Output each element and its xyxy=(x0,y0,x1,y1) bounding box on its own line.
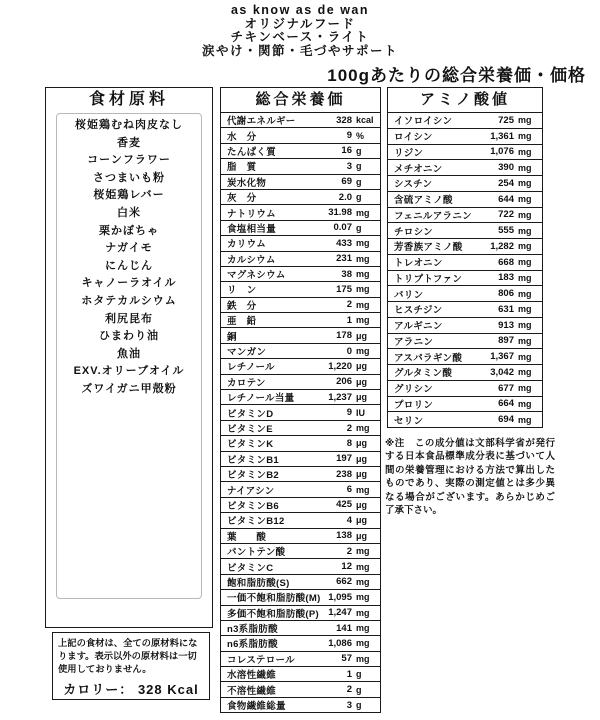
nutrition-row xyxy=(221,652,380,667)
nutrient-label: ビタミンB2 xyxy=(227,470,279,482)
nutrient-value: 1,220 xyxy=(328,360,352,372)
nutrition-row xyxy=(221,636,380,651)
nutrition-row xyxy=(221,467,380,482)
ingredient-item: ズワイガニ甲殻粉 xyxy=(81,382,177,395)
nutrition-row xyxy=(221,328,380,343)
amino-row xyxy=(388,160,542,176)
nutrient-label: 不溶性繊維 xyxy=(227,685,277,697)
nutrient-value: 9 xyxy=(346,130,352,142)
amino-label: ロイシン xyxy=(394,132,433,144)
amino-row xyxy=(388,113,542,129)
ingredient-item: コーンフラワー xyxy=(87,154,171,167)
amino-label: バリン xyxy=(394,289,424,301)
nutrient-label: カリウム xyxy=(227,239,267,251)
page-title: 100gあたりの総合栄養価・価格 xyxy=(327,66,586,85)
amino-label: ヒスチジン xyxy=(394,305,443,317)
nutrient-label: リ ン xyxy=(227,285,257,297)
nutrient-unit: mg xyxy=(356,576,370,587)
nutrient-value: 175 xyxy=(336,283,352,295)
nutrient-label: ビタミンC xyxy=(227,562,274,574)
amino-rows xyxy=(388,113,542,427)
nutrient-value: 328 xyxy=(336,114,352,126)
nutrition-row xyxy=(221,190,380,205)
amino-unit: mg xyxy=(518,115,532,126)
amino-value: 555 xyxy=(498,225,514,237)
amino-label: フェニルアラニン xyxy=(394,210,472,222)
nutrient-label: マグネシウム xyxy=(227,270,286,282)
nutrient-label: 炭水化物 xyxy=(227,177,267,189)
amino-unit: mg xyxy=(518,146,532,157)
amino-label: トレオニン xyxy=(394,258,443,270)
nutrient-value: 4 xyxy=(346,514,352,526)
nutrient-unit: g xyxy=(356,161,362,172)
product-tagline: 涙やけ・関節・毛づやサポート xyxy=(201,43,398,58)
nutrition-row xyxy=(221,559,380,574)
nutrition-row xyxy=(221,513,380,528)
amino-row xyxy=(388,397,542,413)
amino-row xyxy=(388,412,542,427)
nutrition-row xyxy=(221,267,380,282)
nutrition-row xyxy=(221,498,380,513)
amino-row xyxy=(388,208,542,224)
nutrient-value: 16 xyxy=(341,145,352,157)
nutrient-unit: mg xyxy=(356,315,370,326)
nutrient-value: 197 xyxy=(336,453,352,465)
nutrition-table xyxy=(220,87,381,713)
amino-label: トリプトファン xyxy=(394,273,463,285)
nutrient-unit: g xyxy=(356,669,362,680)
nutrition-row xyxy=(221,452,380,467)
nutrient-label: ナイアシン xyxy=(227,485,275,497)
amino-value: 677 xyxy=(498,382,514,394)
nutrient-unit: mg xyxy=(356,638,370,649)
nutrient-unit: g xyxy=(356,176,362,187)
product-line: オリジナルフード xyxy=(244,16,356,31)
nutrient-unit: μg xyxy=(356,392,368,403)
calorie-value: 328 Kcal xyxy=(137,682,199,697)
nutrient-value: 231 xyxy=(336,253,352,265)
nutrient-value: 0.07 xyxy=(333,222,352,234)
amino-label: 含硫アミノ酸 xyxy=(394,195,453,207)
amino-unit: mg xyxy=(518,335,532,346)
amino-label: セリン xyxy=(394,415,424,427)
amino-row xyxy=(388,381,542,397)
ingredient-item: 桜姫鶏レバー xyxy=(93,189,165,202)
amino-row xyxy=(388,286,542,302)
nutrient-label: 亜 鉛 xyxy=(227,316,257,328)
nutrition-row xyxy=(221,606,380,621)
nutrient-label: 水溶性繊維 xyxy=(227,670,277,682)
amino-unit: mg xyxy=(518,383,532,394)
nutrient-value: 2 xyxy=(346,545,352,557)
nutrient-unit: mg xyxy=(356,592,370,603)
nutrient-unit: g xyxy=(356,145,362,156)
nutrient-value: 238 xyxy=(336,468,352,480)
calorie-label: カロリー： xyxy=(63,682,134,697)
amino-unit: mg xyxy=(518,304,532,315)
calorie-line xyxy=(58,679,204,698)
nutrient-value: 57 xyxy=(341,653,352,665)
nutrient-unit: mg xyxy=(356,299,370,310)
amino-row xyxy=(388,365,542,381)
amino-label: アラニン xyxy=(394,336,434,348)
nutrient-value: 1 xyxy=(346,668,352,680)
nutrient-unit: μg xyxy=(356,376,368,387)
ingredients-title: 食材原料 xyxy=(88,91,169,108)
nutrition-row xyxy=(221,221,380,236)
nutrition-row xyxy=(221,205,380,220)
nutrient-value: 2 xyxy=(346,422,352,434)
nutrient-value: 0 xyxy=(346,345,352,357)
amino-value: 722 xyxy=(498,209,514,221)
amino-unit: mg xyxy=(518,367,532,378)
ingredient-item: 桜姫鶏むね肉皮なし xyxy=(75,119,183,131)
brand-name: as know as de wan xyxy=(230,3,370,17)
amino-table-title: アミノ酸値 xyxy=(388,88,542,113)
nutrition-row xyxy=(221,144,380,159)
amino-unit: mg xyxy=(518,257,532,268)
nutrition-row xyxy=(221,590,380,605)
amino-row xyxy=(388,302,542,318)
amino-row xyxy=(388,318,542,334)
nutrient-value: 206 xyxy=(336,376,352,388)
amino-row xyxy=(388,176,542,192)
nutrition-row xyxy=(221,529,380,544)
amino-row xyxy=(388,129,542,145)
nutrient-unit: μg xyxy=(356,515,368,526)
ingredient-item: ナガイモ xyxy=(105,242,153,255)
nutrient-value: 3 xyxy=(346,699,352,711)
nutrient-label: カルシウム xyxy=(227,254,276,266)
amino-row xyxy=(388,192,542,208)
nutrient-value: 178 xyxy=(336,330,352,342)
nutrition-row xyxy=(221,436,380,451)
nutrient-label: ビタミンB6 xyxy=(227,500,279,512)
amino-row xyxy=(388,271,542,287)
amino-row xyxy=(388,255,542,271)
amino-row xyxy=(388,223,542,239)
nutrition-row xyxy=(221,682,380,697)
nutrient-label: ビタミンD xyxy=(227,408,274,420)
ingredient-item: 白米 xyxy=(117,206,141,219)
amino-label: プロリン xyxy=(394,399,434,411)
ingredient-item: 香麦 xyxy=(117,136,141,149)
nutrition-row xyxy=(221,375,380,390)
amino-label: リジン xyxy=(394,147,424,159)
nutrient-value: 3 xyxy=(346,160,352,172)
amino-unit: mg xyxy=(518,320,532,331)
nutrient-label: ビタミンK xyxy=(227,439,274,451)
nutrition-row xyxy=(221,175,380,190)
nutrient-label: パントテン酸 xyxy=(227,547,286,559)
nutrient-label: n6系脂肪酸 xyxy=(227,639,278,651)
amino-unit: mg xyxy=(518,288,532,299)
nutrient-unit: g xyxy=(356,700,362,711)
nutrient-value: 1 xyxy=(346,314,352,326)
nutrient-unit: g xyxy=(356,222,362,233)
nutrition-rows xyxy=(221,113,380,712)
amino-value: 897 xyxy=(498,335,514,347)
nutrient-value: 1,086 xyxy=(328,637,352,649)
amino-unit: mg xyxy=(518,398,532,409)
amino-value: 806 xyxy=(498,288,514,300)
nutrition-row xyxy=(221,621,380,636)
amino-unit: mg xyxy=(518,209,532,220)
amino-value: 725 xyxy=(498,114,514,126)
nutrient-unit: μg xyxy=(356,469,368,480)
nutrient-value: 2 xyxy=(346,299,352,311)
nutrient-label: レチノール xyxy=(227,362,275,374)
ingredient-item: キャノーラオイル xyxy=(81,277,177,290)
nutrient-label: 灰 分 xyxy=(227,193,257,205)
amino-label: グルタミン酸 xyxy=(394,368,453,380)
nutrient-value: 31.98 xyxy=(328,207,352,219)
ingredient-item: 栗かぼちゃ xyxy=(99,224,159,237)
nutrient-value: 662 xyxy=(336,576,352,588)
nutrition-row xyxy=(221,128,380,143)
nutrient-unit: IU xyxy=(356,407,365,418)
amino-value: 3,042 xyxy=(490,366,514,378)
ingredient-item: にんじん xyxy=(105,259,153,272)
nutrient-value: 38 xyxy=(341,268,352,280)
amino-value: 1,076 xyxy=(490,146,514,158)
nutrient-unit: μg xyxy=(356,330,368,341)
amino-row xyxy=(388,349,542,365)
nutrition-row xyxy=(221,698,380,712)
nutrient-label: ナトリウム xyxy=(227,208,276,220)
nutrient-unit: μg xyxy=(356,438,368,449)
nutrition-row xyxy=(221,252,380,267)
nutrition-row xyxy=(221,282,380,297)
nutrient-unit: mg xyxy=(356,607,370,618)
amino-row xyxy=(388,145,542,161)
nutrient-value: 425 xyxy=(336,499,352,511)
nutrient-label: 多価不飽和脂肪酸(P) xyxy=(227,608,319,620)
amino-value: 1,282 xyxy=(490,240,514,252)
amino-label: チロシン xyxy=(394,226,433,238)
nutrient-unit: mg xyxy=(356,284,370,295)
ingredient-item: 利尻昆布 xyxy=(105,312,153,325)
nutrition-row xyxy=(221,359,380,374)
nutrition-table-title: 総合栄養価 xyxy=(221,88,380,113)
amino-value: 631 xyxy=(498,303,514,315)
nutrient-unit: mg xyxy=(356,346,370,357)
nutrient-value: 6 xyxy=(346,484,352,496)
amino-value: 644 xyxy=(498,193,514,205)
nutrient-unit: % xyxy=(356,130,365,141)
nutrient-label: 一価不飽和脂肪酸(M) xyxy=(227,593,321,605)
amino-value: 913 xyxy=(498,319,514,331)
nutrient-label: たんぱく質 xyxy=(227,146,277,158)
amino-label: イソロイシン xyxy=(394,116,453,128)
nutrient-label: レチノール当量 xyxy=(227,393,295,405)
nutrition-row xyxy=(221,159,380,174)
nutrient-label: n3系脂肪酸 xyxy=(227,624,278,636)
nutrient-value: 141 xyxy=(336,622,352,634)
amino-value: 694 xyxy=(498,414,514,426)
nutrient-label: 脂 質 xyxy=(227,162,257,174)
nutrient-label: 葉 酸 xyxy=(227,531,267,543)
amino-label: アスパラギン酸 xyxy=(394,352,463,364)
amino-unit: mg xyxy=(518,162,532,173)
amino-unit: mg xyxy=(518,351,532,362)
amino-value: 183 xyxy=(498,272,514,284)
nutrition-row xyxy=(221,544,380,559)
amino-label: メチオニン xyxy=(394,163,443,175)
amino-unit: mg xyxy=(518,414,532,425)
amino-footnote: ※注 この成分値は文部科学省が発行する日本食品標準成分表に基づいて人間の栄養管理における方法で算出したものであり、実際の測定値とは多少異なる場合がございます。あらかじめご了承下さい。 xyxy=(385,438,555,517)
nutrient-label: ビタミンB1 xyxy=(227,454,279,466)
nutrient-unit: mg xyxy=(356,561,370,572)
nutrient-label: 飽和脂肪酸(S) xyxy=(227,577,290,589)
nutrient-value: 2.0 xyxy=(338,191,352,203)
nutrient-unit: mg xyxy=(356,253,370,264)
amino-value: 1,361 xyxy=(490,130,514,142)
ingredient-list xyxy=(56,113,202,599)
nutrient-unit: μg xyxy=(356,453,368,464)
amino-value: 390 xyxy=(498,162,514,174)
nutrient-value: 1,247 xyxy=(328,607,352,619)
ingredient-item: 魚油 xyxy=(117,347,141,360)
nutrition-row xyxy=(221,482,380,497)
ingredients-note-box xyxy=(52,632,210,700)
nutrition-row xyxy=(221,236,380,251)
ingredients-footnote: 上記の食材は、全ての原材料になります。表示以外の原材料は一切使用しておりません。 xyxy=(58,638,198,674)
nutrient-value: 138 xyxy=(336,530,352,542)
nutrient-unit: μg xyxy=(356,530,368,541)
nutrient-value: 2 xyxy=(346,684,352,696)
nutrient-value: 1,095 xyxy=(328,591,352,603)
nutrient-value: 69 xyxy=(341,176,352,188)
amino-unit: mg xyxy=(518,194,532,205)
nutrient-label: 食物繊維総量 xyxy=(227,701,286,713)
nutrient-unit: mg xyxy=(356,484,370,495)
ingredient-item: ひまわり油 xyxy=(99,330,159,343)
nutrition-row xyxy=(221,313,380,328)
nutrition-row xyxy=(221,344,380,359)
nutrient-value: 9 xyxy=(346,407,352,419)
nutrition-row xyxy=(221,113,380,128)
nutrient-value: 1,237 xyxy=(328,391,352,403)
amino-label: シスチン xyxy=(394,179,433,191)
amino-value: 664 xyxy=(498,398,514,410)
amino-value: 668 xyxy=(498,256,514,268)
amino-unit: mg xyxy=(518,225,532,236)
amino-table xyxy=(387,87,543,428)
nutrient-label: 鉄 分 xyxy=(227,300,257,312)
nutrient-unit: g xyxy=(356,684,362,695)
nutrition-row xyxy=(221,390,380,405)
nutrient-unit: kcal xyxy=(356,115,374,126)
amino-value: 254 xyxy=(498,177,514,189)
amino-value: 1,367 xyxy=(490,351,514,363)
nutrient-unit: mg xyxy=(356,423,370,433)
nutrient-value: 8 xyxy=(346,437,352,449)
nutrient-unit: mg xyxy=(356,546,370,557)
nutrient-unit: mg xyxy=(356,623,370,634)
nutrient-label: カロテン xyxy=(227,377,266,389)
nutrient-label: 代謝エネルギー xyxy=(227,116,296,128)
ingredient-item: EXV.オリーブオイル xyxy=(73,365,185,378)
nutrient-unit: mg xyxy=(356,653,370,664)
nutrition-row xyxy=(221,575,380,590)
nutrient-unit: μg xyxy=(356,361,368,372)
amino-label: グリシン xyxy=(394,384,433,396)
amino-unit: mg xyxy=(518,178,532,189)
product-name: チキンベース・ライト xyxy=(230,30,370,44)
nutrient-label: ビタミンB12 xyxy=(227,516,285,528)
header xyxy=(0,4,600,58)
nutrition-row xyxy=(221,298,380,313)
nutrition-row xyxy=(221,421,380,436)
amino-row xyxy=(388,239,542,255)
nutrient-label: ビタミンE xyxy=(227,424,273,435)
amino-unit: mg xyxy=(518,131,532,142)
amino-label: 芳香族アミノ酸 xyxy=(394,242,463,254)
ingredient-item: ホタテカルシウム xyxy=(81,294,177,307)
nutrient-label: コレステロール xyxy=(227,654,295,666)
nutrient-label: 銅 xyxy=(227,331,237,343)
nutrient-unit: g xyxy=(356,192,362,203)
amino-unit: mg xyxy=(518,272,532,283)
nutrition-row xyxy=(221,667,380,682)
nutrition-row xyxy=(221,405,380,420)
nutrient-unit: mg xyxy=(356,238,370,249)
nutrient-value: 12 xyxy=(341,561,352,573)
nutrient-label: 水 分 xyxy=(227,131,257,143)
nutrient-unit: μg xyxy=(356,499,368,510)
amino-row xyxy=(388,334,542,350)
ingredient-item: さつまいも粉 xyxy=(93,171,165,184)
nutrient-label: 食塩相当量 xyxy=(227,223,277,235)
nutrient-label: マンガン xyxy=(227,347,267,359)
amino-unit: mg xyxy=(518,241,532,252)
amino-label: アルギニン xyxy=(394,321,443,333)
nutrient-unit: mg xyxy=(356,269,370,280)
ingredients-panel xyxy=(45,87,213,628)
nutrient-unit: mg xyxy=(356,207,370,218)
nutrient-value: 433 xyxy=(336,237,352,249)
